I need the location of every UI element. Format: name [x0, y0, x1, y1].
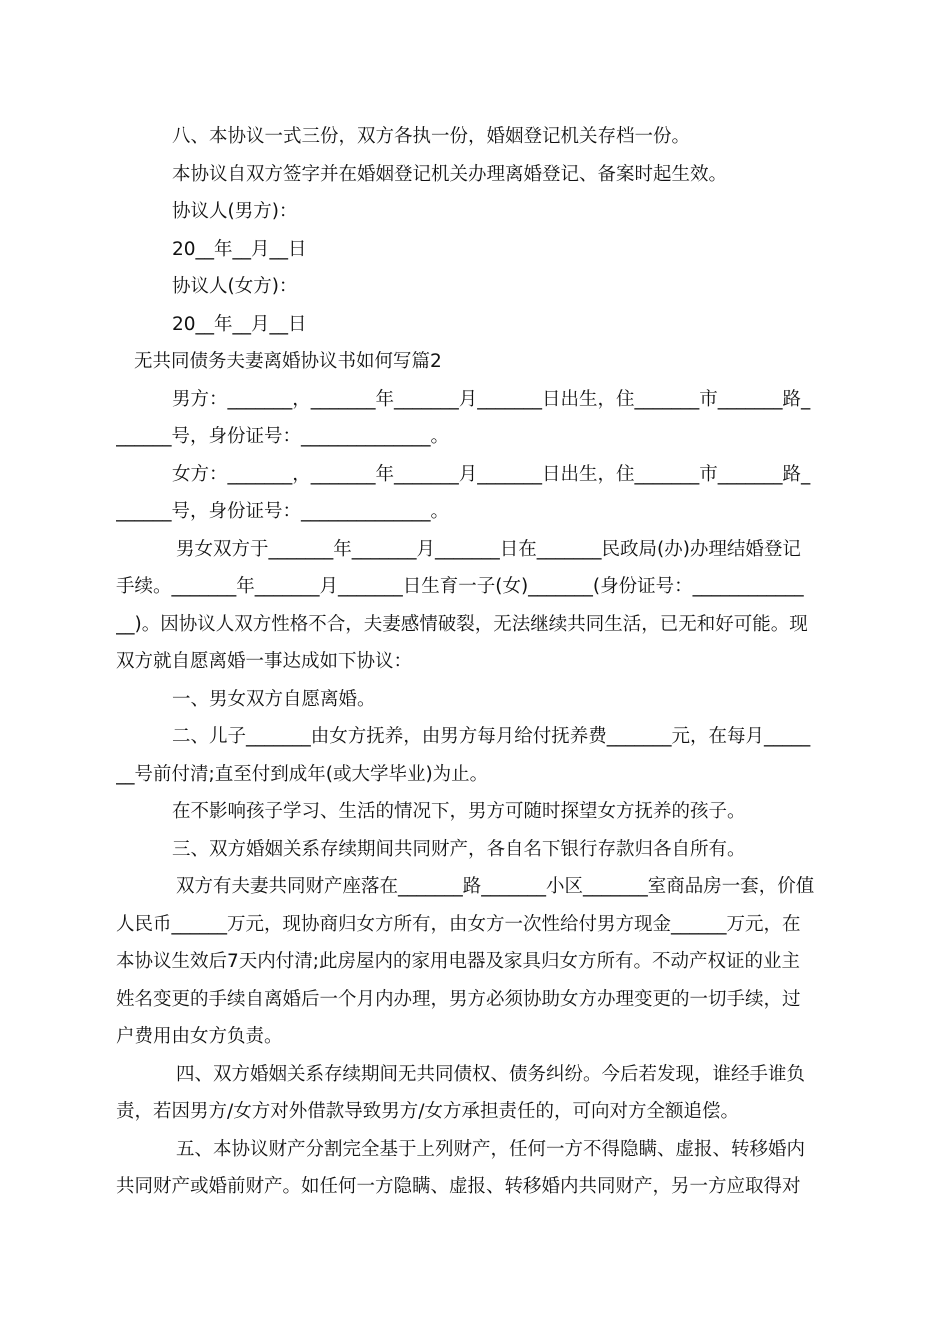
- marriage-paragraph-line-2: 手续。_______年_______月_______日生育一子(女)_______(身份证号：____________: [116, 576, 804, 597]
- clause-8: 八、本协议一式三份，双方各执一份，婚姻登记机关存档一份。: [172, 126, 691, 147]
- clause-2-line-2: __号前付清;直至付到成年(或大学毕业)为止。: [116, 764, 489, 785]
- property-paragraph-line-1: 双方有夫妻共同财产座落在_______路_______小区_______室商品房一套，价值: [176, 876, 815, 897]
- clause-4-line-2: 责，若因男方/女方对外借款导致男方/女方承担责任的，可向对方全额追偿。: [116, 1101, 739, 1122]
- clause-5-line-2: 共同财产或婚前财产。如任何一方隐瞒、虚报、转移婚内共同财产，另一方应取得对: [116, 1176, 801, 1197]
- property-paragraph-line-2: 人民币______万元，现协商归女方所有，由女方一次性给付男方现金______万元，在: [116, 914, 801, 935]
- property-paragraph-line-3: 本协议生效后7天内付清;此房屋内的家用电器及家具归女方所有。不动产权证的业主: [116, 951, 801, 972]
- female-info-line-1: 女方：_______，_______年_______月_______日出生，住_______市_______路_: [172, 464, 811, 485]
- signatory-female-label: 协议人(女方)：: [172, 276, 298, 297]
- visitation-clause: 在不影响孩子学习、生活的情况下，男方可随时探望女方抚养的孩子。: [172, 801, 746, 822]
- signatory-female-date: 20__年__月__日: [172, 314, 307, 335]
- section-title: 无共同债务夫妻离婚协议书如何写篇2: [134, 351, 442, 372]
- clause-5-line-1: 五、本协议财产分割完全基于上列财产，任何一方不得隐瞒、虚报、转移婚内: [176, 1139, 806, 1160]
- clause-2-line-1: 二、儿子_______由女方抚养，由男方每月给付抚养费_______元，在每月_____: [172, 726, 811, 747]
- clause-3: 三、双方婚姻关系存续期间共同财产，各自名下银行存款归各自所有。: [172, 839, 746, 860]
- marriage-paragraph-line-3: __)。因协议人双方性格不合，夫妻感情破裂，无法继续共同生活，已无和好可能。现: [116, 614, 808, 635]
- signatory-male-label: 协议人(男方)：: [172, 201, 298, 222]
- clause-1: 一、男女双方自愿离婚。: [172, 689, 376, 710]
- marriage-paragraph-line-4: 双方就自愿离婚一事达成如下协议：: [116, 651, 413, 672]
- signatory-male-date: 20__年__月__日: [172, 239, 307, 260]
- female-info-line-2: ______号，身份证号：______________。: [116, 501, 450, 522]
- clause-4-line-1: 四、双方婚姻关系存续期间无共同债权、债务纠纷。今后若发现，谁经手谁负: [176, 1064, 806, 1085]
- property-paragraph-line-4: 姓名变更的手续自离婚后一个月内办理，男方必须协助女方办理变更的一切手续，过: [116, 989, 801, 1010]
- effective-clause: 本协议自双方签字并在婚姻登记机关办理离婚登记、备案时起生效。: [172, 164, 728, 185]
- male-info-line-1: 男方：_______，_______年_______月_______日出生，住_______市_______路_: [172, 389, 811, 410]
- property-paragraph-line-5: 户费用由女方负责。: [116, 1026, 283, 1047]
- marriage-paragraph-line-1: 男女双方于_______年_______月_______日在_______民政局(办)办理结婚登记: [176, 539, 801, 560]
- male-info-line-2: ______号，身份证号：______________。: [116, 426, 450, 447]
